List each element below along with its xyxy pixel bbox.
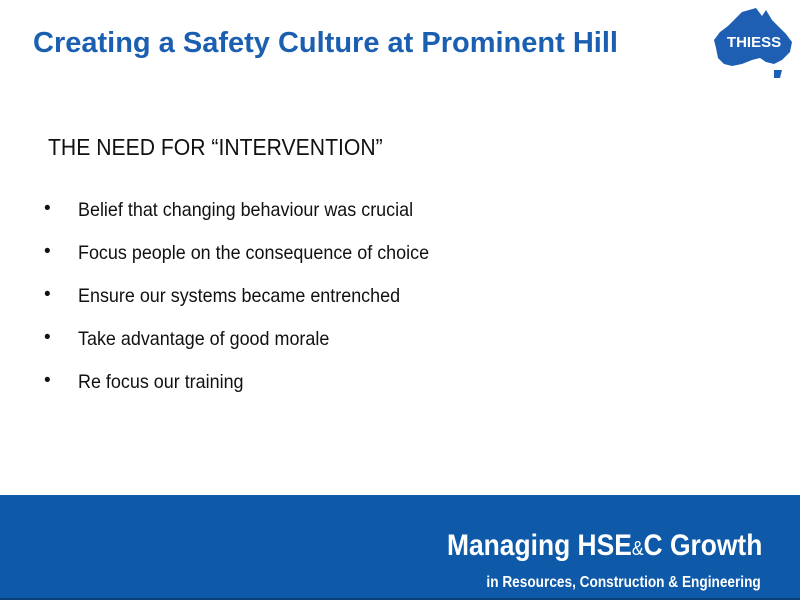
footer-title-part2: C Growth	[643, 529, 762, 562]
footer-title-part1: Managing HSE	[446, 529, 632, 562]
footer-title-amp: &	[631, 538, 644, 560]
bullet-icon: •	[44, 284, 51, 305]
bullet-text: Take advantage of good morale	[78, 328, 330, 350]
footer-subtitle: in Resources, Construction & Engineering	[486, 574, 761, 591]
footer-title	[447, 529, 762, 563]
bullet-icon: •	[44, 327, 51, 348]
bullet-icon: •	[44, 370, 51, 391]
slide-title: Creating a Safety Culture at Prominent Hill	[33, 27, 618, 59]
bullet-text: Belief that changing behaviour was crucial	[78, 199, 414, 221]
footer-band	[0, 495, 800, 600]
bullet-text: Re focus our training	[78, 371, 244, 393]
bullet-icon: •	[44, 198, 51, 219]
logo-text: THIESS	[726, 34, 782, 51]
bullet-text: Ensure our systems became entrenched	[78, 285, 401, 307]
thiess-logo	[712, 6, 794, 82]
bullet-icon: •	[44, 241, 51, 262]
bullet-text: Focus people on the consequence of choice	[78, 242, 430, 264]
section-heading: THE NEED FOR “INTERVENTION”	[48, 134, 383, 160]
